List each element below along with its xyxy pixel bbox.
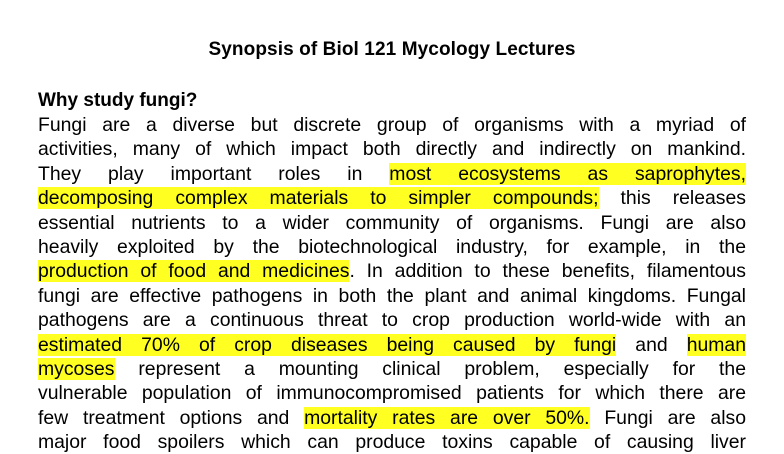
text-segment: heavily exploited by the biotechnological industry, for example, in the — [38, 235, 746, 258]
body-line — [38, 259, 746, 283]
highlighted-text: human — [686, 333, 746, 356]
body-line — [38, 308, 746, 332]
body-line — [38, 333, 746, 357]
body-line — [38, 113, 746, 137]
highlighted-text: mycoses — [38, 357, 115, 380]
text-segment: fungi are effective pathogens in both the plant and animal kingdoms. Fungal — [38, 284, 746, 307]
body-line — [38, 406, 746, 430]
body-line — [38, 430, 746, 454]
body-line — [38, 211, 746, 235]
body-paragraph — [38, 113, 746, 454]
highlighted-text: decomposing complex materials to simpler compounds; — [38, 187, 599, 210]
body-line — [38, 186, 746, 210]
highlighted-text: mortality rates are over 50%. — [304, 406, 590, 429]
highlighted-text: estimated 70% of crop diseases being caused by fungi — [38, 333, 617, 356]
text-segment: activities, many of which impact both directly and indirectly on mankind. — [38, 138, 746, 161]
body-line — [38, 284, 746, 308]
text-segment: and — [616, 333, 687, 356]
body-line — [38, 357, 746, 381]
body-line — [38, 162, 746, 186]
text-segment: vulnerable population of immunocompromised patients for which there are — [38, 382, 746, 405]
text-segment: . In addition to these benefits, filamentous — [349, 260, 746, 283]
body-line — [38, 381, 746, 405]
text-segment: this releases — [598, 187, 746, 210]
text-segment: few treatment options and — [38, 406, 305, 429]
text-segment: represent a mounting clinical problem, especially for the — [114, 357, 746, 380]
document-title: Synopsis of Biol 121 Mycology Lectures — [208, 39, 576, 60]
highlighted-text: production of food and medicines — [38, 260, 350, 283]
body-line — [38, 235, 746, 259]
body-line — [38, 137, 746, 161]
text-segment: Fungi are also — [589, 406, 746, 429]
text-segment: essential nutrients to a wider community of organisms. Fungi are also — [38, 211, 746, 234]
text-segment: They play important roles in — [38, 162, 390, 185]
text-segment: pathogens are a continuous threat to crop production world-wide with an — [38, 309, 746, 332]
text-segment: major food spoilers which can produce toxins capable of causing liver — [38, 431, 746, 454]
section-heading: Why study fungi? — [38, 90, 198, 111]
text-segment: Fungi are a diverse but discrete group of organisms with a myriad of — [38, 114, 746, 136]
highlighted-text: most ecosystems as saprophytes, — [389, 162, 746, 185]
